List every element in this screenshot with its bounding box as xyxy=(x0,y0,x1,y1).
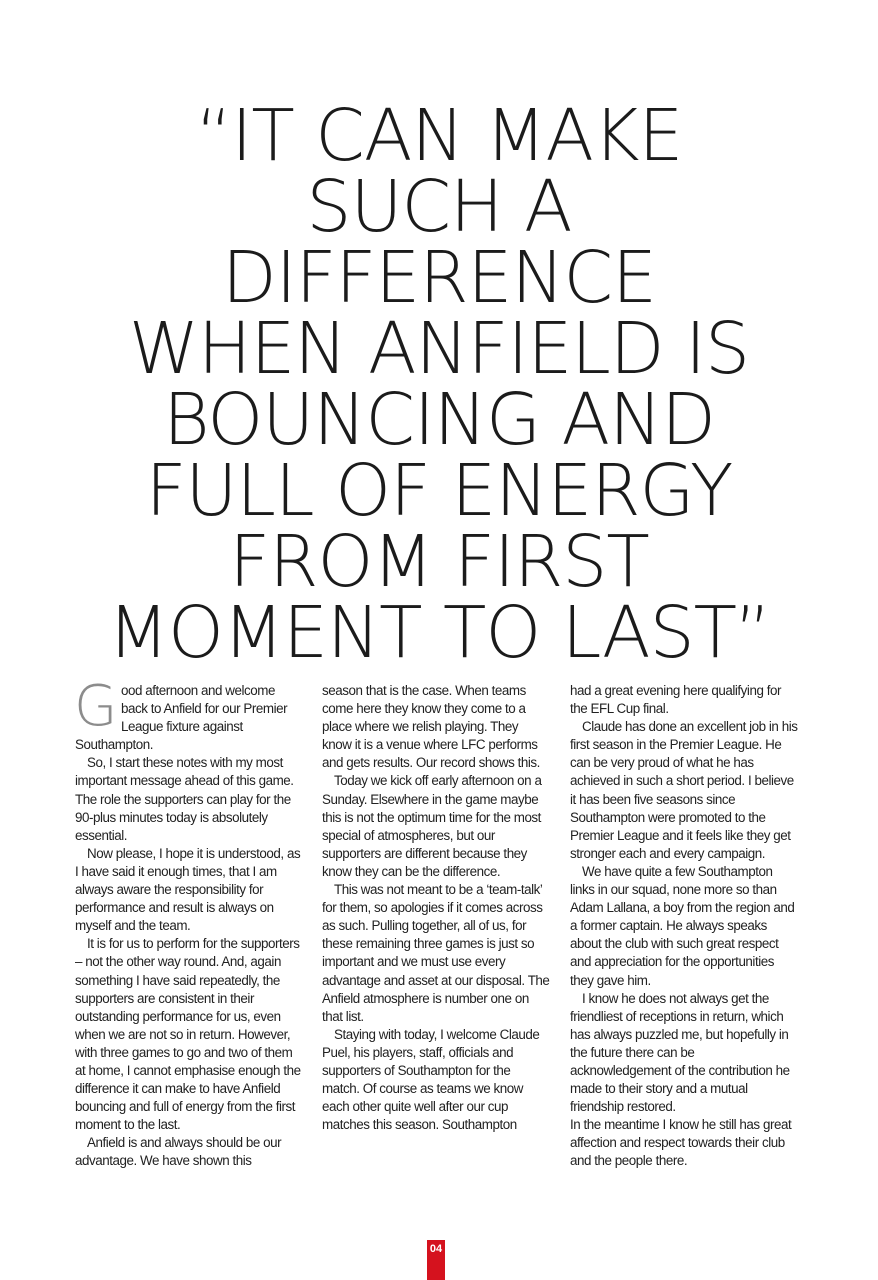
pull-quote-line: WHEN ANFIELD IS xyxy=(128,307,750,390)
article-paragraph xyxy=(74,674,303,754)
pull-quote-line: FULL OF ENERGY xyxy=(145,449,733,532)
article-paragraph: Staying with today, I welcome Claude Puel, his players, staff, officials and supporters of Southampton for the match. Of course as teams we know each other quite well after our cup matches this season. Southampton xyxy=(322,1026,540,1133)
article-paragraph: This was not meant to be a ‘team-talk’ for them, so apologies if it comes across as such. Pulling together, all of us, for these remaining three games is just so important and we must use every advantage and asset at our disposal. The Anfield atmosphere is number one on that list. xyxy=(322,882,550,1024)
article-paragraph: In the meantime I know he still has great affection and respect towards their club and the people there. xyxy=(570,1117,792,1169)
pull-quote-line: “IT CAN MAKE xyxy=(195,94,683,177)
article-paragraph: Today we kick off early afternoon on a Sunday. Elsewhere in the game maybe this is not the optimum time for the most special of atmospheres, but our supporters are different because they know they can be the difference. xyxy=(322,773,542,879)
pull-quote-line: SUCH A xyxy=(306,165,572,248)
article-paragraph: So, I start these notes with my most important message ahead of this game. The role the supporters can play for the 90-plus minutes today is absolutely essential. xyxy=(75,755,294,843)
pull-quote xyxy=(20,94,858,674)
article-paragraph: season that is the case. When teams come here they know they come to a place where we relish playing. They know it is a venue where LFC performs and gets results. Our record shows this. xyxy=(322,683,540,771)
article-paragraph: It is for us to perform for the supporters – not the other way round. And, again something I have said repeatedly, the supporters are consistent in their outstanding performance for us, even when we are not so in return. However, with three games to go and two of them at home, I cannot emphasise enough the difference it can make to have Anfield bouncing and full of energy from the first moment to the last. xyxy=(75,936,301,1133)
article-column-1 xyxy=(74,674,303,1171)
paragraph-text: ood afternoon and welcome back to Anfield for our Premier League fixture against Southampton. xyxy=(75,683,288,753)
article-paragraph: I know he does not always get the friendliest of receptions in return, which has always puzzled me, but hopefully in the future there can be acknowledgement of the contribution he made to their story and a mutual friendship restored. xyxy=(570,990,790,1115)
drop-cap: G xyxy=(74,674,117,739)
pull-quote-line: DIFFERENCE xyxy=(222,236,656,319)
article-paragraph: Now please, I hope it is understood, as I have said it enough times, that I am always aware the responsibility for performance and result is always on myself and the team. xyxy=(75,845,301,934)
article-paragraph: Claude has done an excellent job in his first season in the Premier League. He can be very proud of what he has achieved in such a short period. I believe it has been five seasons since Southampton were promoted to the Premier League and it feels like they get stronger each and every campaign. xyxy=(570,719,798,861)
article-paragraph: had a great evening here qualifying for the EFL Cup final. xyxy=(570,683,781,717)
pull-quote-line: MOMENT TO LAST” xyxy=(107,591,771,674)
article-paragraph: We have quite a few Southampton links in our squad, none more so than Adam Lallana, a boy from the region and a former captain. He always speaks about the club with such great respect and appreciation for the opportunities they gave him. xyxy=(570,863,795,988)
page-number: 04 xyxy=(427,1240,445,1280)
article-column-2 xyxy=(322,682,550,1134)
pull-quote-line: FROM FIRST xyxy=(229,520,649,603)
pull-quote-line: BOUNCING AND xyxy=(163,378,715,461)
article-column-3 xyxy=(570,682,798,1171)
article-paragraph: Anfield is and always should be our advantage. We have shown this xyxy=(75,1135,282,1169)
article-body xyxy=(74,674,803,1192)
